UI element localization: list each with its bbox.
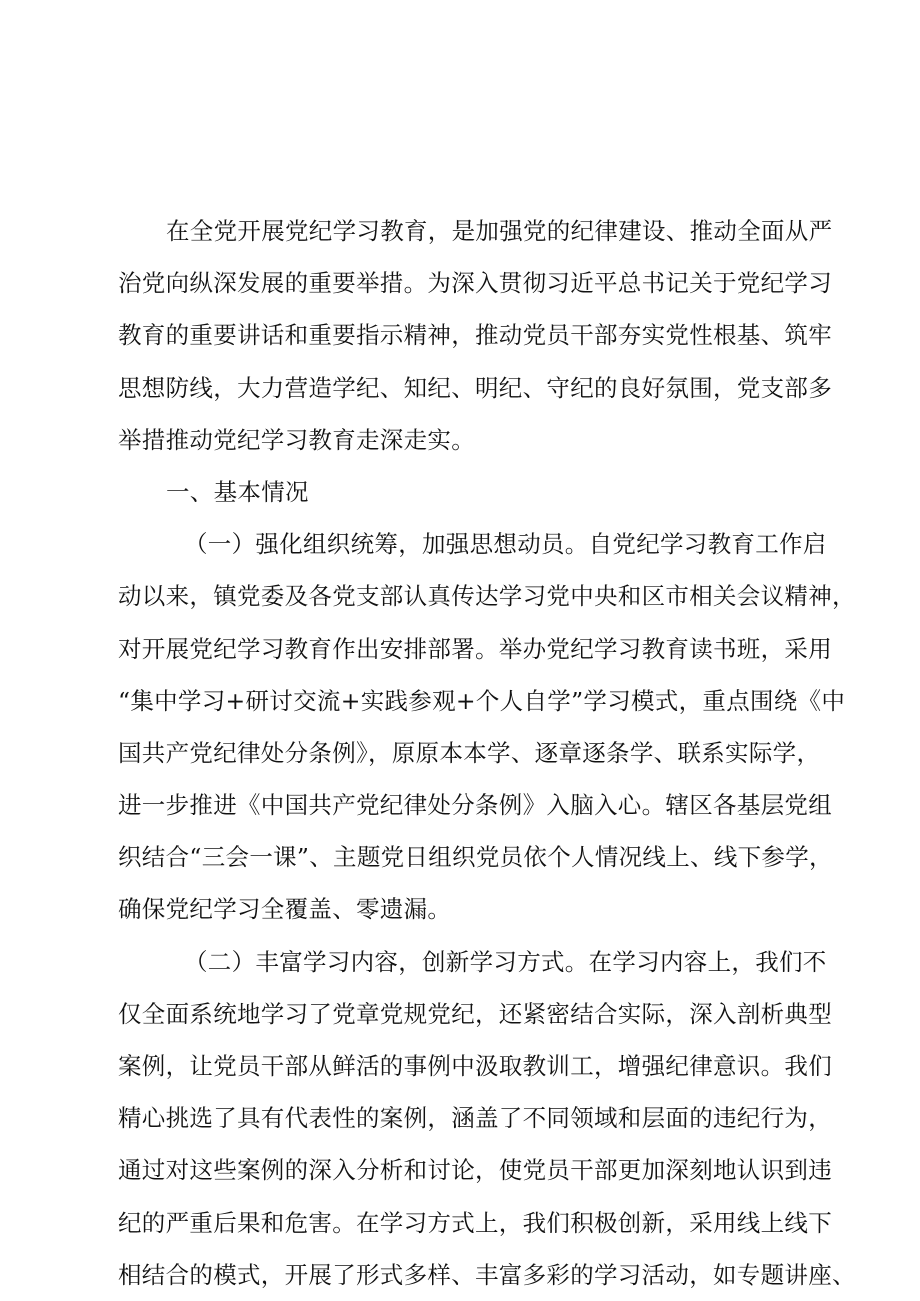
intro-line: 举措推动党纪学习教育走深走实。 (118, 425, 475, 454)
paragraph-1-line: 织结合“三会一课”、主题党日组织党员依个人情况线上、线下参学， (118, 843, 833, 872)
paragraph-2-line: 仅全面系统地学习了党章党规党纪，还紧密结合实际，深入剖析典型 (118, 999, 832, 1028)
paragraph-2-line: （二）丰富学习内容，创新学习方式。在学习内容上，我们不 (184, 947, 827, 976)
paragraph-2-line: 通过对这些案例的深入分析和讨论，使党员干部更加深刻地认识到违 (118, 1156, 832, 1185)
paragraph-1-line: （一）强化组织统筹，加强思想动员。自党纪学习教育工作启 (184, 530, 827, 559)
intro-line: 教育的重要讲话和重要指示精神，推动党员干部夯实党性根基、筑牢 (118, 321, 832, 350)
section-heading: 一、基本情况 (166, 477, 309, 506)
intro-line: 在全党开展党纪学习教育，是加强党的纪律建设、推动全面从严 (166, 217, 833, 245)
paragraph-1-line: 确保党纪学习全覆盖、零遗漏。 (118, 895, 452, 924)
paragraph-1-line: 动以来，镇党委及各党支部认真传达学习党中央和区市相关会议精神， (118, 582, 856, 611)
paragraph-2-line: 精心挑选了具有代表性的案例，涵盖了不同领域和层面的违纪行为， (118, 1104, 832, 1133)
document-body (118, 205, 856, 1301)
intro-line: 治党向纵深发展的重要举措。为深入贯彻习近平总书记关于党纪学习 (118, 269, 832, 298)
paragraph-1-line: 进一步推进《中国共产党纪律处分条例》入脑入心。辖区各基层党组 (118, 791, 832, 820)
paragraph-1-line: “集中学习+研讨交流+实践参观+个人自学”学习模式，重点围绕《中 (118, 686, 846, 715)
paragraph-2-line: 相结合的模式，开展了形式多样、丰富多彩的学习活动，如专题讲座、 (118, 1260, 856, 1289)
paragraph-1-line: 对开展党纪学习教育作出安排部署。举办党纪学习教育读书班，采用 (118, 634, 832, 663)
intro-line: 思想防线，大力营造学纪、知纪、明纪、守纪的良好氛围，党支部多 (118, 373, 832, 402)
paragraph-2-line: 案例，让党员干部从鲜活的事例中汲取教训工，增强纪律意识。我们 (118, 1052, 832, 1080)
paragraph-2-line: 纪的严重后果和危害。在学习方式上，我们积极创新，采用线上线下 (118, 1208, 832, 1237)
paragraph-1-line: 国共产党纪律处分条例》，原原本本学、逐章逐条学、联系实际学， (118, 738, 821, 767)
